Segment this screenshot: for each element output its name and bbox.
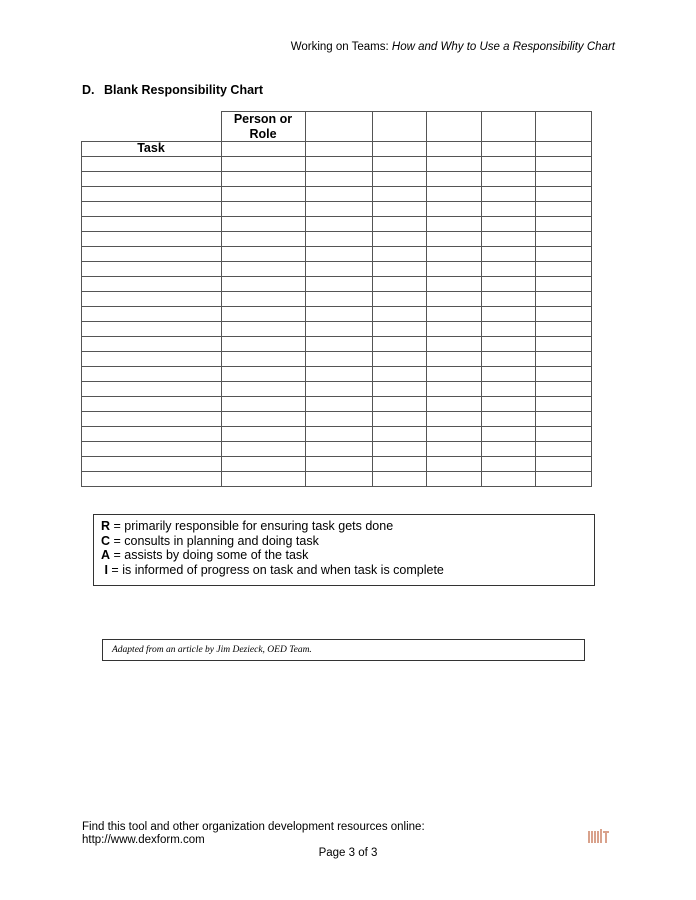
role-cell	[535, 306, 592, 322]
role-cell	[481, 201, 536, 217]
person-role-header-line2: Role	[249, 127, 277, 141]
role-cell	[535, 231, 592, 247]
role-cell	[426, 441, 482, 457]
legend-key: I	[101, 562, 108, 577]
role-cell	[305, 426, 373, 442]
role-cell	[426, 201, 482, 217]
role-cell	[305, 201, 373, 217]
role-cell	[305, 141, 373, 157]
role-cell	[221, 426, 306, 442]
role-cell	[305, 261, 373, 277]
role-header-cell	[305, 111, 373, 142]
role-cell	[372, 306, 427, 322]
role-cell	[372, 351, 427, 367]
credit-note: Adapted from an article by Jim Dezieck, OED Team.	[102, 639, 585, 661]
task-cell	[81, 216, 222, 232]
task-cell	[81, 201, 222, 217]
role-cell	[535, 321, 592, 337]
task-cell	[81, 261, 222, 277]
role-cell	[221, 471, 306, 487]
task-cell	[81, 246, 222, 262]
role-cell	[426, 396, 482, 412]
role-header-cell	[372, 111, 427, 142]
task-cell	[81, 186, 222, 202]
task-header: Task	[137, 141, 165, 155]
role-cell	[481, 366, 536, 382]
responsibility-chart	[81, 111, 591, 488]
role-cell	[535, 156, 592, 172]
role-cell	[535, 381, 592, 397]
person-role-header-cell	[221, 111, 306, 142]
role-cell	[372, 471, 427, 487]
role-header-cell	[426, 111, 482, 142]
task-cell	[81, 351, 222, 367]
task-cell	[81, 456, 222, 472]
task-cell	[81, 321, 222, 337]
role-cell	[481, 231, 536, 247]
role-cell	[426, 366, 482, 382]
task-cell	[81, 411, 222, 427]
role-cell	[372, 201, 427, 217]
legend-text: = primarily responsible for ensuring task gets done	[110, 519, 394, 533]
role-cell	[535, 336, 592, 352]
role-cell	[372, 276, 427, 292]
role-cell	[535, 366, 592, 382]
task-header-cell	[81, 141, 222, 157]
role-cell	[372, 381, 427, 397]
mit-logo-icon	[588, 829, 614, 850]
logo-bar	[600, 829, 602, 843]
role-cell	[221, 396, 306, 412]
role-cell	[426, 351, 482, 367]
logo-bar	[591, 831, 593, 843]
role-cell	[535, 351, 592, 367]
role-cell	[372, 216, 427, 232]
role-cell	[535, 471, 592, 487]
role-cell	[481, 171, 536, 187]
task-cell	[81, 381, 222, 397]
role-cell	[426, 291, 482, 307]
page-number: Page 3 of 3	[318, 847, 378, 859]
task-cell	[81, 441, 222, 457]
role-cell	[535, 261, 592, 277]
role-cell	[305, 381, 373, 397]
role-cell	[426, 246, 482, 262]
role-cell	[305, 291, 373, 307]
role-cell	[372, 231, 427, 247]
role-cell	[535, 396, 592, 412]
task-cell	[81, 156, 222, 172]
role-cell	[372, 426, 427, 442]
task-cell	[81, 276, 222, 292]
task-cell	[81, 336, 222, 352]
role-cell	[221, 321, 306, 337]
role-cell	[372, 291, 427, 307]
role-cell	[481, 276, 536, 292]
legend-item-i	[101, 563, 594, 578]
role-cell	[535, 456, 592, 472]
role-cell	[535, 201, 592, 217]
role-cell	[481, 141, 536, 157]
role-cell	[305, 216, 373, 232]
role-cell	[221, 141, 306, 157]
role-cell	[305, 231, 373, 247]
role-cell	[426, 141, 482, 157]
role-cell	[426, 171, 482, 187]
footer-resources-text: Find this tool and other organization development resources online:	[82, 821, 425, 833]
header-title: How and Why to Use a Responsibility Chart	[391, 41, 615, 53]
role-cell	[426, 261, 482, 277]
role-cell	[481, 351, 536, 367]
legend-box	[93, 514, 595, 586]
role-cell	[426, 321, 482, 337]
task-cell	[81, 396, 222, 412]
role-cell	[305, 156, 373, 172]
role-cell	[426, 231, 482, 247]
task-cell	[81, 306, 222, 322]
role-cell	[221, 171, 306, 187]
role-cell	[221, 441, 306, 457]
role-cell	[305, 471, 373, 487]
legend-text: = assists by doing some of the task	[110, 548, 309, 562]
role-cell	[426, 471, 482, 487]
role-cell	[372, 456, 427, 472]
section-heading	[82, 83, 263, 97]
task-cell	[81, 471, 222, 487]
role-cell	[305, 441, 373, 457]
role-header-cell	[535, 111, 592, 142]
role-cell	[535, 141, 592, 157]
role-cell	[535, 441, 592, 457]
role-cell	[535, 216, 592, 232]
legend-text: = is informed of progress on task and when task is complete	[107, 562, 444, 577]
section-letter: D.	[82, 83, 95, 97]
role-cell	[481, 216, 536, 232]
role-cell	[221, 186, 306, 202]
role-cell	[481, 261, 536, 277]
role-cell	[481, 456, 536, 472]
role-cell	[481, 396, 536, 412]
legend-item-c	[101, 534, 594, 549]
legend-key: R	[101, 519, 111, 533]
role-cell	[481, 336, 536, 352]
logo-bar	[588, 831, 590, 843]
role-cell	[426, 276, 482, 292]
role-cell	[305, 321, 373, 337]
role-cell	[481, 441, 536, 457]
role-cell	[535, 411, 592, 427]
role-cell	[372, 246, 427, 262]
role-cell	[221, 156, 306, 172]
logo-bar	[597, 831, 599, 843]
role-cell	[481, 186, 536, 202]
role-cell	[372, 186, 427, 202]
role-cell	[372, 366, 427, 382]
role-cell	[426, 306, 482, 322]
role-cell	[305, 351, 373, 367]
role-cell	[426, 156, 482, 172]
role-cell	[221, 366, 306, 382]
person-role-header-line1: Person or	[233, 112, 293, 126]
role-cell	[481, 291, 536, 307]
role-cell	[481, 471, 536, 487]
role-cell	[481, 426, 536, 442]
role-cell	[372, 141, 427, 157]
header-prefix: Working on Teams:	[290, 41, 392, 53]
role-cell	[535, 426, 592, 442]
role-cell	[426, 216, 482, 232]
role-cell	[221, 216, 306, 232]
role-cell	[221, 336, 306, 352]
task-cell	[81, 171, 222, 187]
role-cell	[372, 156, 427, 172]
role-cell	[426, 381, 482, 397]
section-title: Blank Responsibility Chart	[104, 83, 264, 97]
role-cell	[221, 306, 306, 322]
role-cell	[481, 411, 536, 427]
role-cell	[221, 456, 306, 472]
role-cell	[305, 246, 373, 262]
page-header	[291, 41, 615, 53]
role-cell	[426, 336, 482, 352]
role-cell	[426, 411, 482, 427]
role-cell	[535, 246, 592, 262]
legend-key: A	[101, 548, 111, 562]
task-cell	[81, 291, 222, 307]
role-cell	[481, 246, 536, 262]
logo-bar	[594, 831, 596, 843]
role-cell	[305, 396, 373, 412]
role-cell	[372, 396, 427, 412]
role-cell	[221, 276, 306, 292]
role-cell	[221, 201, 306, 217]
role-cell	[305, 366, 373, 382]
role-cell	[481, 381, 536, 397]
role-cell	[372, 321, 427, 337]
task-cell	[81, 426, 222, 442]
role-header-cell	[481, 111, 536, 142]
role-cell	[535, 276, 592, 292]
role-cell	[426, 456, 482, 472]
role-cell	[305, 186, 373, 202]
role-cell	[426, 186, 482, 202]
role-cell	[535, 291, 592, 307]
role-cell	[221, 351, 306, 367]
role-cell	[221, 381, 306, 397]
role-cell	[221, 246, 306, 262]
role-cell	[305, 171, 373, 187]
role-cell	[305, 336, 373, 352]
logo-bar	[605, 831, 607, 843]
legend-text: = consults in planning and doing task	[110, 533, 319, 548]
role-cell	[305, 276, 373, 292]
task-cell	[81, 231, 222, 247]
role-cell	[426, 426, 482, 442]
role-cell	[372, 261, 427, 277]
legend-item-a	[101, 548, 594, 563]
role-cell	[372, 171, 427, 187]
role-cell	[305, 306, 373, 322]
role-cell	[221, 411, 306, 427]
role-cell	[481, 306, 536, 322]
role-cell	[305, 411, 373, 427]
legend-key: C	[101, 533, 111, 548]
role-cell	[221, 291, 306, 307]
legend-item-r	[101, 519, 594, 534]
role-cell	[535, 171, 592, 187]
footer-url[interactable]: http://www.dexform.com	[82, 834, 205, 846]
role-cell	[481, 321, 536, 337]
role-cell	[481, 156, 536, 172]
role-cell	[221, 261, 306, 277]
role-cell	[535, 186, 592, 202]
role-cell	[372, 441, 427, 457]
role-cell	[372, 411, 427, 427]
role-cell	[305, 456, 373, 472]
role-cell	[372, 336, 427, 352]
task-cell	[81, 366, 222, 382]
role-cell	[221, 231, 306, 247]
